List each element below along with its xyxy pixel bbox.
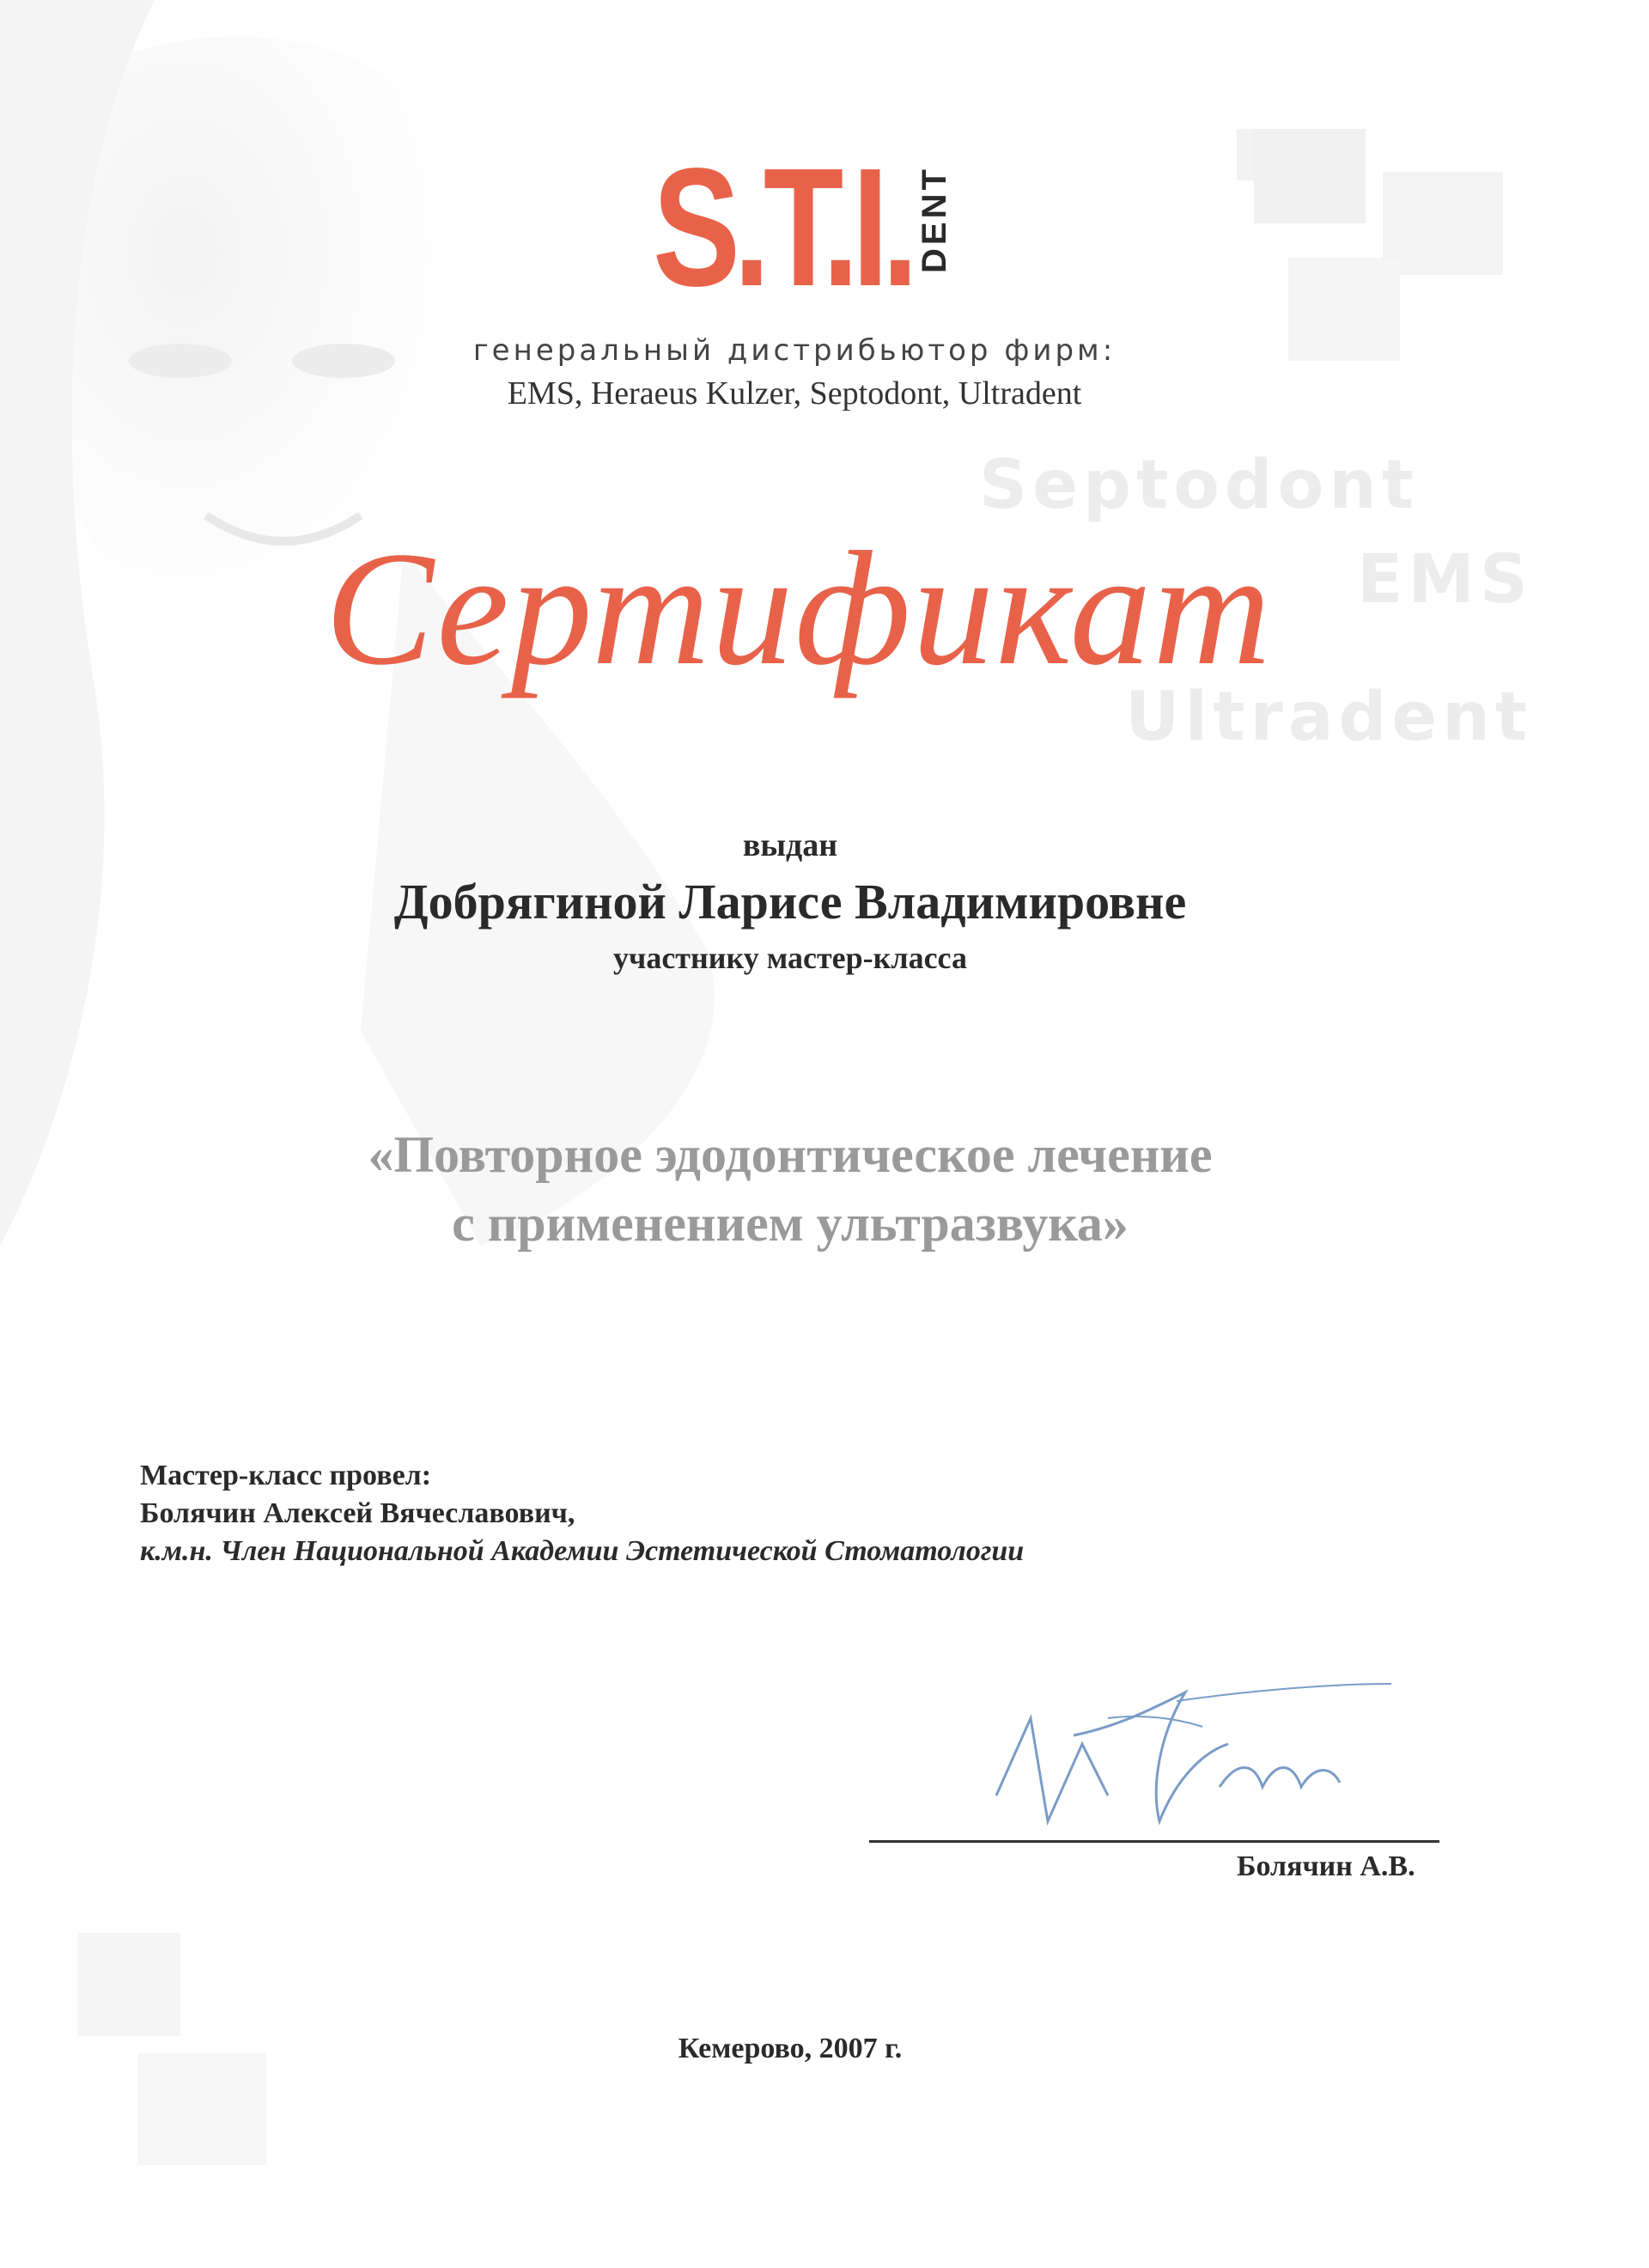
signature-line bbox=[869, 1840, 1439, 1843]
place-and-date: Кемерово, 2007 г. bbox=[678, 2033, 903, 2064]
instructor-block bbox=[140, 1457, 1024, 1570]
logo-dent-text: DENT bbox=[916, 166, 953, 273]
instructor-name: Болячин Алексей Вячеславович, bbox=[140, 1497, 575, 1529]
watermark-septodont: Septodont bbox=[979, 447, 1420, 524]
watermark-ems: EMS bbox=[1357, 541, 1534, 619]
recipient-name: Добрягиной Ларисе Владимировне bbox=[393, 874, 1187, 930]
signature-name: Болячин А.В. bbox=[1237, 1850, 1415, 1882]
watermark-ultradent: Ultradent bbox=[1125, 679, 1533, 756]
handwritten-signature bbox=[979, 1667, 1409, 1838]
issued-label: выдан bbox=[742, 827, 838, 863]
course-title-line2: с применением ультразвука» bbox=[452, 1195, 1129, 1252]
course-title-line1: «Повторное эдодонтическое лечение bbox=[368, 1126, 1213, 1183]
logo-main-text: S.T.I. bbox=[653, 133, 912, 321]
sti-dent-logo bbox=[653, 133, 962, 321]
instructor-credentials: к.м.н. Член Национальной Академии Эстетической Стоматологии bbox=[140, 1535, 1025, 1567]
distributor-subtitle: генеральный дистрибьютор фирм: bbox=[472, 333, 1117, 368]
instructor-heading: Мастер-класс провел: bbox=[140, 1460, 432, 1491]
distributor-brands: EMS, Heraeus Kulzer, Septodont, Ultradent bbox=[507, 375, 1082, 412]
recipient-role: участнику мастер-класса bbox=[613, 941, 967, 975]
certificate-title: Сертификат bbox=[325, 519, 1273, 699]
